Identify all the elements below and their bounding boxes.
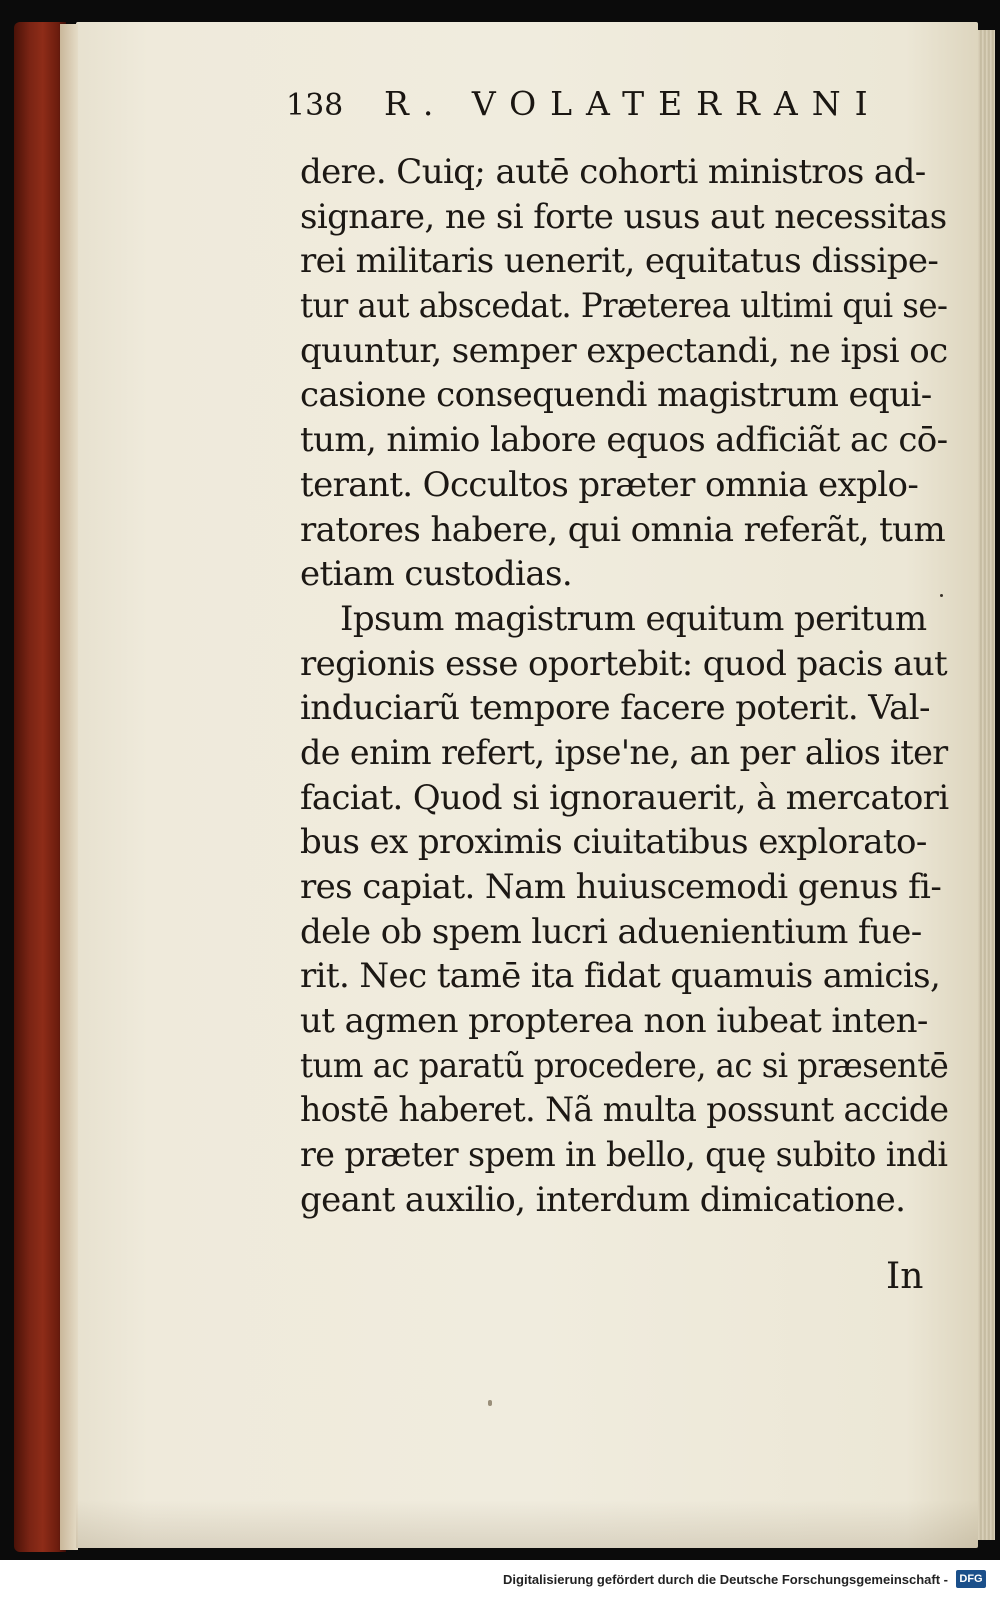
page-stack-edge (975, 30, 995, 1540)
text-line: dere. Cuiq; autē cohorti ministros ad- (300, 152, 926, 192)
text-line: rit. Nec tamē ita fidat quamuis amicis, (300, 956, 941, 997)
catchword: In (886, 1256, 924, 1297)
text-line: tum, nimio labore equos adficiãt ac cō- (300, 420, 948, 461)
dfg-logo: DFG (956, 1570, 986, 1588)
text-line: de enim refert, ipse'ne, an per alios iter (300, 732, 948, 773)
body-text (300, 150, 960, 1223)
text-line: tur aut abscedat. Præterea ultimi qui se- (300, 286, 948, 327)
text-line: tum ac paratũ procedere, ac si præsentē (300, 1045, 949, 1086)
book-binding-edge (14, 22, 66, 1552)
text-line: ratores habere, qui omnia referãt, tum (300, 509, 946, 550)
running-title: R. VOLATERRANI (384, 84, 882, 123)
text-line: signare, ne si forte usus aut necessitas (300, 196, 947, 237)
text-line: regionis esse oportebit: quod pacis aut (300, 643, 948, 684)
text-line: dele ob spem lucri aduenientium fue- (300, 911, 922, 952)
text-line: induciarũ tempore facere poterit. Val- (300, 688, 930, 729)
text-line: rei militaris uenerit, equitatus dissipe- (300, 241, 939, 282)
text-line: bus ex proximis ciuitatibus explorato- (300, 822, 927, 863)
text-line: terant. Occultos præter omnia explo- (300, 464, 919, 505)
digitization-footer (0, 1560, 1000, 1599)
page-shadow (76, 1500, 978, 1548)
text-line: casione consequendi magistrum equi- (300, 375, 932, 416)
text-line: ut agmen propterea non iubeat inten- (300, 1001, 928, 1042)
footer-credit: Digitalisierung gefördert durch die Deutsche Forschungsgemeinschaft - (503, 1572, 948, 1587)
text-line: re præter spem in bello, quę subito indi (300, 1135, 948, 1176)
paper-speck (488, 1400, 492, 1406)
page-number: 138 (286, 88, 344, 123)
text-line: faciat. Quod si ignorauerit, à mercatori (300, 777, 949, 818)
text-line: hostē haberet. Nã multa possunt accide (300, 1090, 949, 1131)
paper-speck (940, 594, 943, 597)
text-line: etiam custodias. (300, 554, 573, 595)
text-line: quuntur, semper expectandi, ne ipsi oc (300, 330, 948, 371)
page-gutter (60, 24, 78, 1550)
text-line: Ipsum magistrum equitum peritum (340, 598, 927, 639)
running-head (286, 84, 926, 134)
text-line: res capiat. Nam huiuscemodi genus fi- (300, 867, 942, 907)
text-line: geant auxilio, interdum dimicatione. (300, 1179, 906, 1220)
